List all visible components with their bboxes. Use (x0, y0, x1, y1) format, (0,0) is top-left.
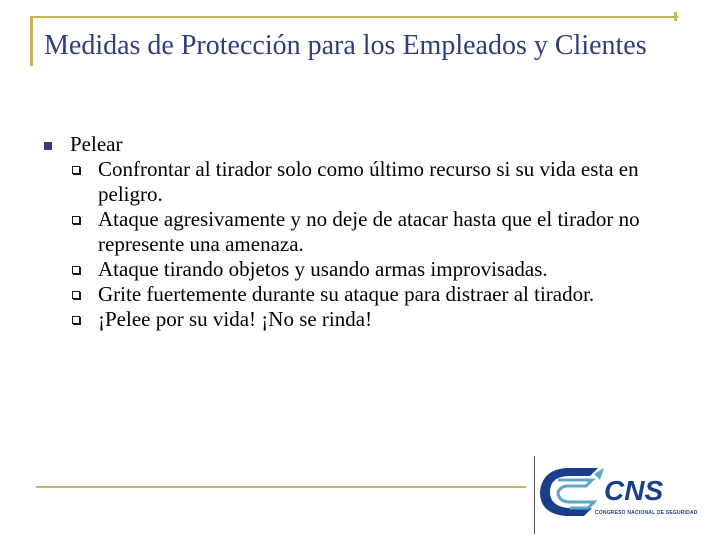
sub-bullet-text: Ataque tirando objetos y usando armas improvisadas. (98, 257, 548, 281)
hollow-square-bullet-icon (72, 216, 80, 224)
sub-bullet-item (70, 157, 680, 207)
cns-logo-text: CNS (604, 475, 664, 506)
sub-bullet-text: Ataque agresivamente y no deje de atacar hasta que el tirador no represente una amenaza. (98, 207, 640, 256)
logo-tagline: CONGRESO NACIONAL DE SEGURIDAD (595, 510, 698, 516)
sub-bullet-item (70, 282, 680, 307)
slide-title: Medidas de Protección para los Empleados y Clientes (44, 30, 647, 61)
footer-divider (534, 456, 535, 534)
sub-bullet-text: Confrontar al tirador solo como último recurso si su vida esta en peligro. (98, 157, 639, 206)
sub-bullet-list (70, 157, 680, 332)
footer-rule (36, 486, 526, 488)
slide-body (40, 132, 680, 332)
sub-bullet-text: Grite fuertemente durante su ataque para distraer al tirador. (98, 282, 595, 306)
sub-bullet-item (70, 207, 680, 257)
filled-square-bullet-icon (44, 142, 52, 150)
hollow-square-bullet-icon (72, 266, 80, 274)
sub-bullet-item (70, 307, 680, 332)
title-frame-left-rule (30, 16, 33, 66)
hollow-square-bullet-icon (72, 291, 80, 299)
sub-bullet-text: ¡Pelee por su vida! ¡No se rinda! (98, 307, 373, 331)
sub-bullet-item (70, 257, 680, 282)
title-frame-corner-tick (674, 12, 677, 21)
title-frame-top-rule (30, 16, 678, 18)
bullet-item-pelear (40, 132, 680, 332)
hollow-square-bullet-icon (72, 316, 80, 324)
bullet-label: Pelear (70, 132, 123, 156)
hollow-square-bullet-icon (72, 166, 80, 174)
